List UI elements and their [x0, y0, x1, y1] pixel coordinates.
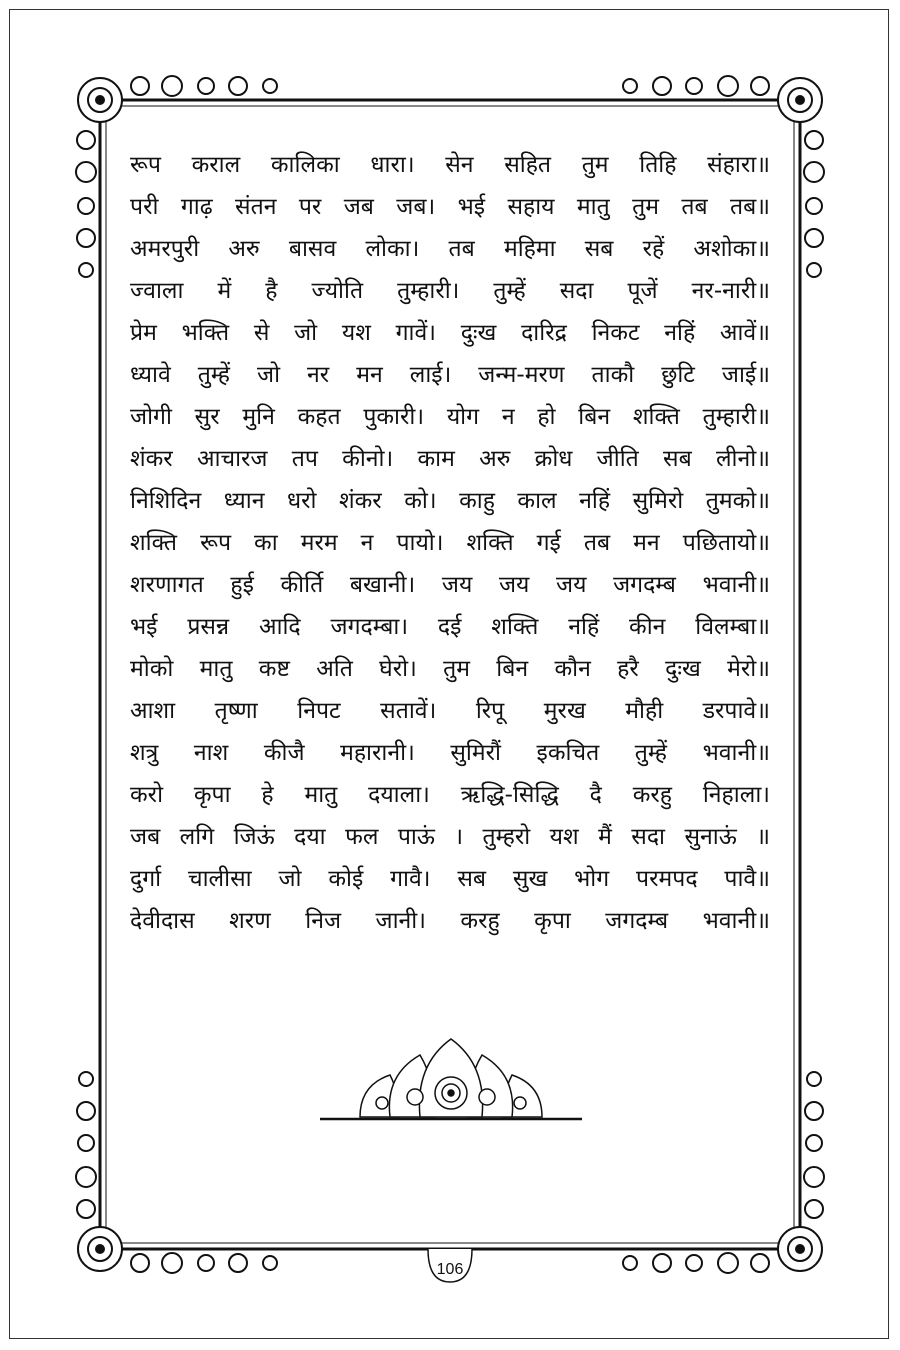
verse-line: देवीदास शरण निज जानी। करहु कृपा जगदम्ब भवानी॥: [130, 908, 770, 934]
verse-line: शक्ति रूप का मरम न पायो। शक्ति गई तब मन पछितायो॥: [130, 530, 770, 556]
verse-line: आशा तृष्णा निपट सतावें। रिपू मुरख मौही डरपावे॥: [130, 698, 770, 724]
verse-line: शत्रु नाश कीजै महारानी। सुमिरौं इकचित तुम्हें भवानी॥: [130, 740, 770, 766]
lotus-mandala-ornament: [320, 1035, 582, 1125]
verse-line: मोको मातु कष्ट अति घेरो। तुम बिन कौन हरै दुःख मेरो॥: [130, 656, 770, 682]
verse-list: [130, 144, 770, 942]
verse-line: रूप कराल कालिका धारा। सेन सहित तुम तिहि संहारा॥: [130, 152, 770, 178]
verse-line: भई प्रसन्न आदि जगदम्बा। दई शक्ति नहिं कीन विलम्बा॥: [130, 614, 770, 640]
verse-line: प्रेम भक्ति से जो यश गावें। दुःख दारिद्र निकट नहिं आवें॥: [130, 320, 770, 346]
verse-line: शंकर आचारज तप कीनो। काम अरु क्रोध जीति सब लीनो॥: [130, 446, 770, 472]
verse-line: जोगी सुर मुनि कहत पुकारी। योग न हो बिन शक्ति तुम्हारी॥: [130, 404, 770, 430]
verse-line: जब लगि जिऊं दया फल पाऊं । तुम्हरो यश मैं सदा सुनाऊं ॥: [130, 824, 770, 850]
verse-line: अमरपुरी अरु बासव लोका। तब महिमा सब रहें अशोका॥: [130, 236, 770, 262]
verse-line: ज्वाला में है ज्योति तुम्हारी। तुम्हें सदा पूजें नर-नारी॥: [130, 278, 770, 304]
verse-line: शरणागत हुई कीर्ति बखानी। जय जय जय जगदम्ब भवानी॥: [130, 572, 770, 598]
verse-line: करो कृपा हे मातु दयाला। ऋद्धि-सिद्धि दै करहु निहाला।: [130, 782, 770, 808]
page-number: 106: [436, 1261, 464, 1278]
verse-line: परी गाढ़ संतन पर जब जब। भई सहाय मातु तुम तब तब॥: [130, 194, 770, 220]
verse-line: दुर्गा चालीसा जो कोई गावै। सब सुख भोग परमपद पावै॥: [130, 866, 770, 892]
verse-line: निशिदिन ध्यान धरो शंकर को। काहु काल नहिं सुमिरो तुमको॥: [130, 488, 770, 514]
verse-line: ध्यावे तुम्हें जो नर मन लाई। जन्म-मरण ताकौ छुटि जाई॥: [130, 362, 770, 388]
